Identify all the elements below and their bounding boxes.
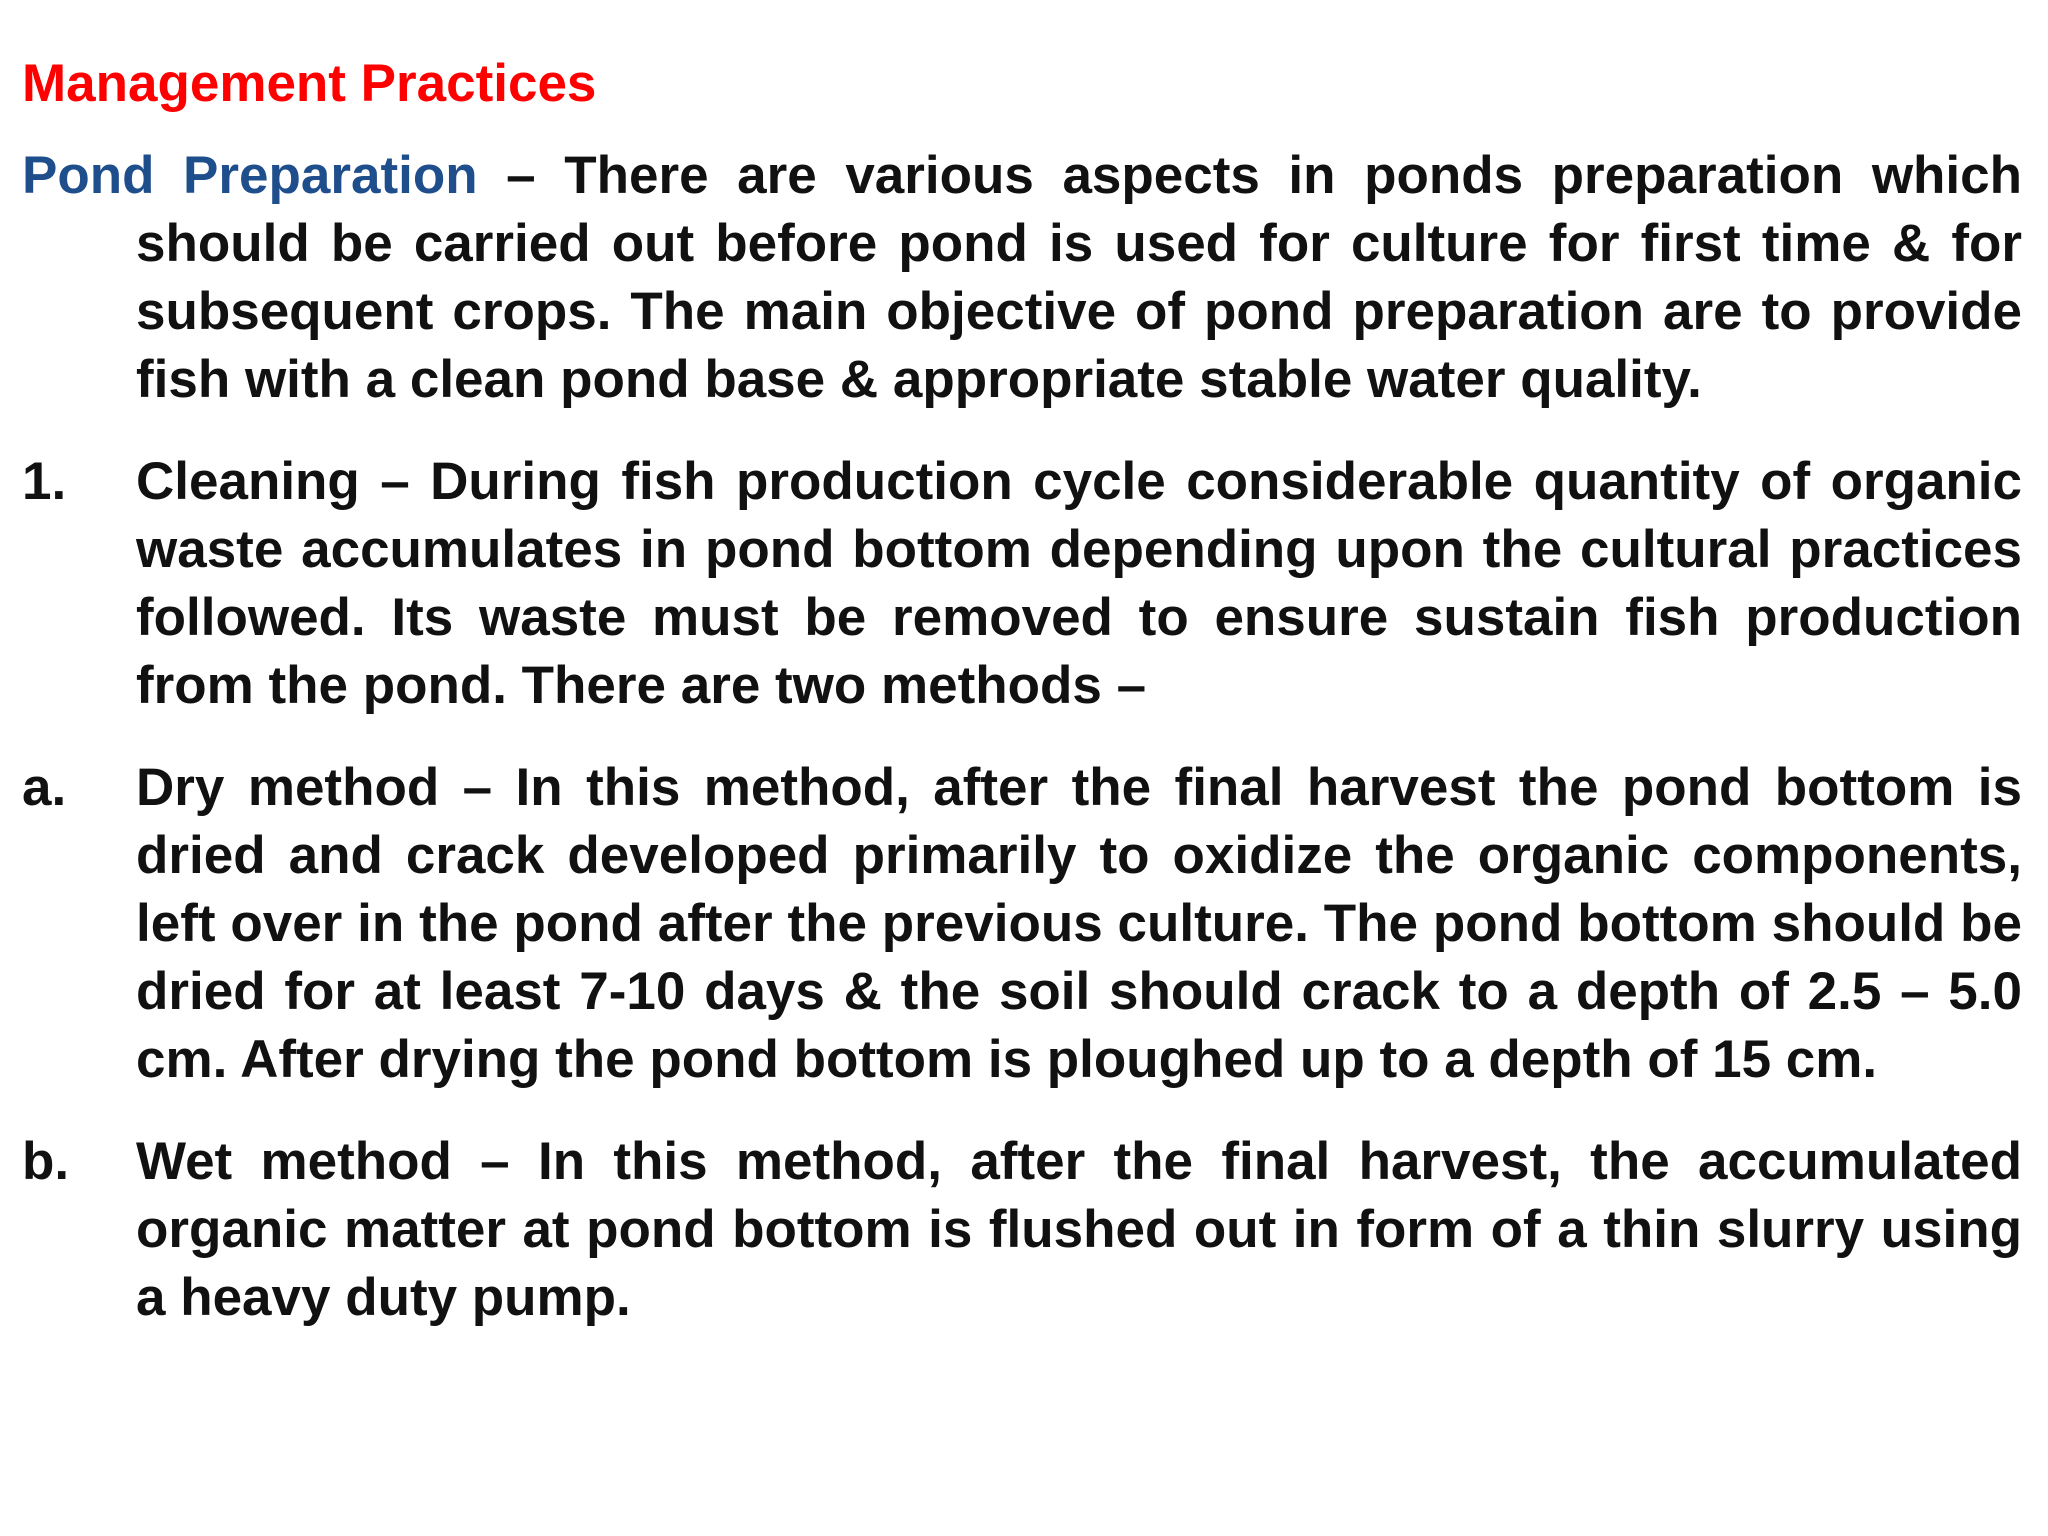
- list-item-text: Wet method – In this method, after the final harvest, the accumulated organic matter at pond bottom is flushed out in form of a thin slurry using a heavy duty pump.: [136, 1132, 2022, 1327]
- pond-preparation-text: – There are various aspects in ponds preparation which should be carried out before pond is used for culture for first time & for subsequent crops. The main objective of pond preparation are to provide fish with a clean pond base & appropriate stable water quality.: [136, 146, 2022, 409]
- list-item-text: Cleaning – During fish production cycle considerable quantity of organic waste accumulates in pond bottom depending upon the cultural practices followed. Its waste must be removed to ensure sustain fish production from the pond. There are two methods –: [136, 452, 2022, 715]
- list-marker: 1.: [22, 452, 67, 511]
- list-item-text: Dry method – In this method, after the final harvest the pond bottom is dried and crack developed primarily to oxidize the organic components, left over in the pond after the previous culture. The pond bottom should be dried for at least 7-10 days & the soil should crack to a depth of 2.5 – 5.0 cm. After drying the pond bottom is ploughed up to a depth of 15 cm.: [136, 758, 2022, 1089]
- list-item-wet-method: [22, 1128, 2022, 1332]
- list-marker: b.: [22, 1132, 70, 1191]
- slide-content: [22, 44, 2022, 1332]
- pond-preparation-paragraph: [22, 142, 2022, 414]
- list-marker: a.: [22, 758, 67, 817]
- page-title: Management Practices: [22, 54, 597, 113]
- list-item-cleaning: [22, 448, 2022, 720]
- pond-preparation-term: Pond Preparation: [22, 146, 478, 205]
- list-item-dry-method: [22, 754, 2022, 1094]
